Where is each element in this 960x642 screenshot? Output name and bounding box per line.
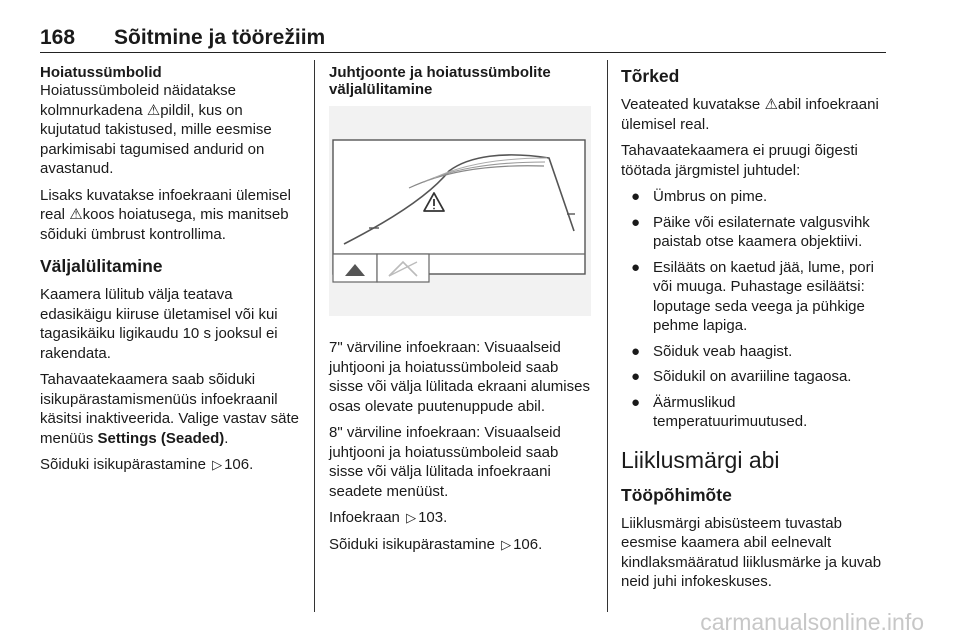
- column-divider: [314, 60, 315, 612]
- page-ref-link[interactable]: 106.: [224, 456, 254, 473]
- paragraph: Liiklusmärgi abisüsteem tuvastab eesmise kaamera abil eelnevalt kindlaksmääratud liiklusmärke ja kuvab neid juhi infokeskuses.: [621, 514, 882, 590]
- page-number: 168: [40, 26, 76, 49]
- page-ref-link[interactable]: 106.: [513, 535, 543, 553]
- settings-menu-name: Settings (Seaded): [97, 429, 225, 447]
- paragraph: Veateated kuvatakse ⚠abil infoekraani ülemisel real.: [621, 96, 879, 133]
- cross-reference: Infoekraan ▷ 103.: [329, 509, 448, 526]
- list-item: ● Sõiduk veab haagist.: [631, 342, 793, 360]
- list-item: ● Ümbrus on pime.: [631, 188, 768, 205]
- heading-principle: Tööpõhimõte: [621, 484, 732, 505]
- warning-triangle-icon: ⚠: [69, 206, 83, 223]
- warning-triangle-icon: ⚠: [764, 96, 778, 113]
- paragraph: 7" värviline infoekraan: Visuaalseid juhtjooni ja hoiatussümboleid saab sisse või välja lülitada ekraani alumises osas olevate puutenuppude abil.: [329, 339, 590, 415]
- chapter-title: Sõitmine ja töörežiim: [114, 26, 326, 49]
- rear-camera-display-illustration: [329, 106, 591, 316]
- paragraph: Lisaks kuvatakse infoekraani ülemisel real ⚠koos hoiatusega, mis manitseb sõiduki ümbrust kontrollima.: [40, 186, 291, 243]
- heading-traffic-sign-assist: Liiklusmärgi abi: [621, 446, 780, 473]
- heading-disable: Väljalülitamine: [40, 256, 163, 276]
- paragraph: Tahavaatekaamera saab sõiduki isikupärastamismenüüs infoekraanil käsitsi inaktiveerida. Valige vastav säte menüüs Settings (Seaded).: [40, 371, 300, 447]
- list-item: ● Esilääts on kaetud jää, lume, pori või muuga. Puhastage esiläätsi: loputage seda veega ja pühkige pehme lapiga.: [631, 258, 874, 334]
- page-ref-arrow-icon: ▷: [406, 510, 417, 525]
- list-item: ● Äärmuslikud temperatuurimuutused.: [631, 393, 808, 430]
- column-middle: [329, 64, 591, 561]
- page-ref-link[interactable]: 103.: [418, 509, 448, 526]
- page-header: [40, 26, 886, 53]
- column-left: [40, 64, 306, 482]
- list-item: ● Sõidukil on avariiline tagaosa.: [631, 368, 852, 385]
- paragraph: Kaamera lülitub välja teatava edasikäigu kiiruse ületamisel või kui tagasikäiku ligikaudu 10 s jooksul ei rakendata.: [40, 286, 278, 362]
- column-right: [621, 64, 893, 599]
- page-ref-arrow-icon: ▷: [212, 457, 223, 472]
- column-divider: [607, 60, 608, 612]
- list-item: ● Päike või esilaternate valgusvihk paistab otse kaamera objektiivi.: [631, 213, 870, 250]
- paragraph: 8" värviline infoekraan: Visuaalseid juhtjooni ja hoiatussümboleid saab sisse või välja lülitada infoekraani seadete menüüst.: [329, 424, 561, 500]
- heading-faults: Tõrked: [621, 66, 680, 86]
- heading-warning-symbols: Hoiatussümbolid: [40, 64, 162, 81]
- cross-reference: Sõiduki isikupärastamine ▷ 106.: [40, 456, 254, 473]
- page-ref-arrow-icon: ▷: [501, 536, 512, 552]
- paragraph: Tahavaatekaamera ei pruugi õigesti töötada järgmistel juhtudel:: [621, 142, 858, 179]
- fault-conditions-list: [621, 187, 893, 432]
- heading-guidelines-disable: Juhtjoonte ja hoiatussümbolite väljalülitamine: [329, 64, 551, 98]
- warning-triangle-icon: ⚠: [146, 101, 161, 119]
- watermark: carmanualsonline.info: [700, 609, 924, 635]
- cross-reference: Sõiduki isikupärastamine ▷ 106.: [329, 535, 543, 553]
- paragraph: Hoiatussümboleid näidatakse kolmnurkadena ⚠pildil, kus on kujutatud takistused, mille eesmise parkimisabi tagumised andurid on avastanud.: [40, 82, 272, 177]
